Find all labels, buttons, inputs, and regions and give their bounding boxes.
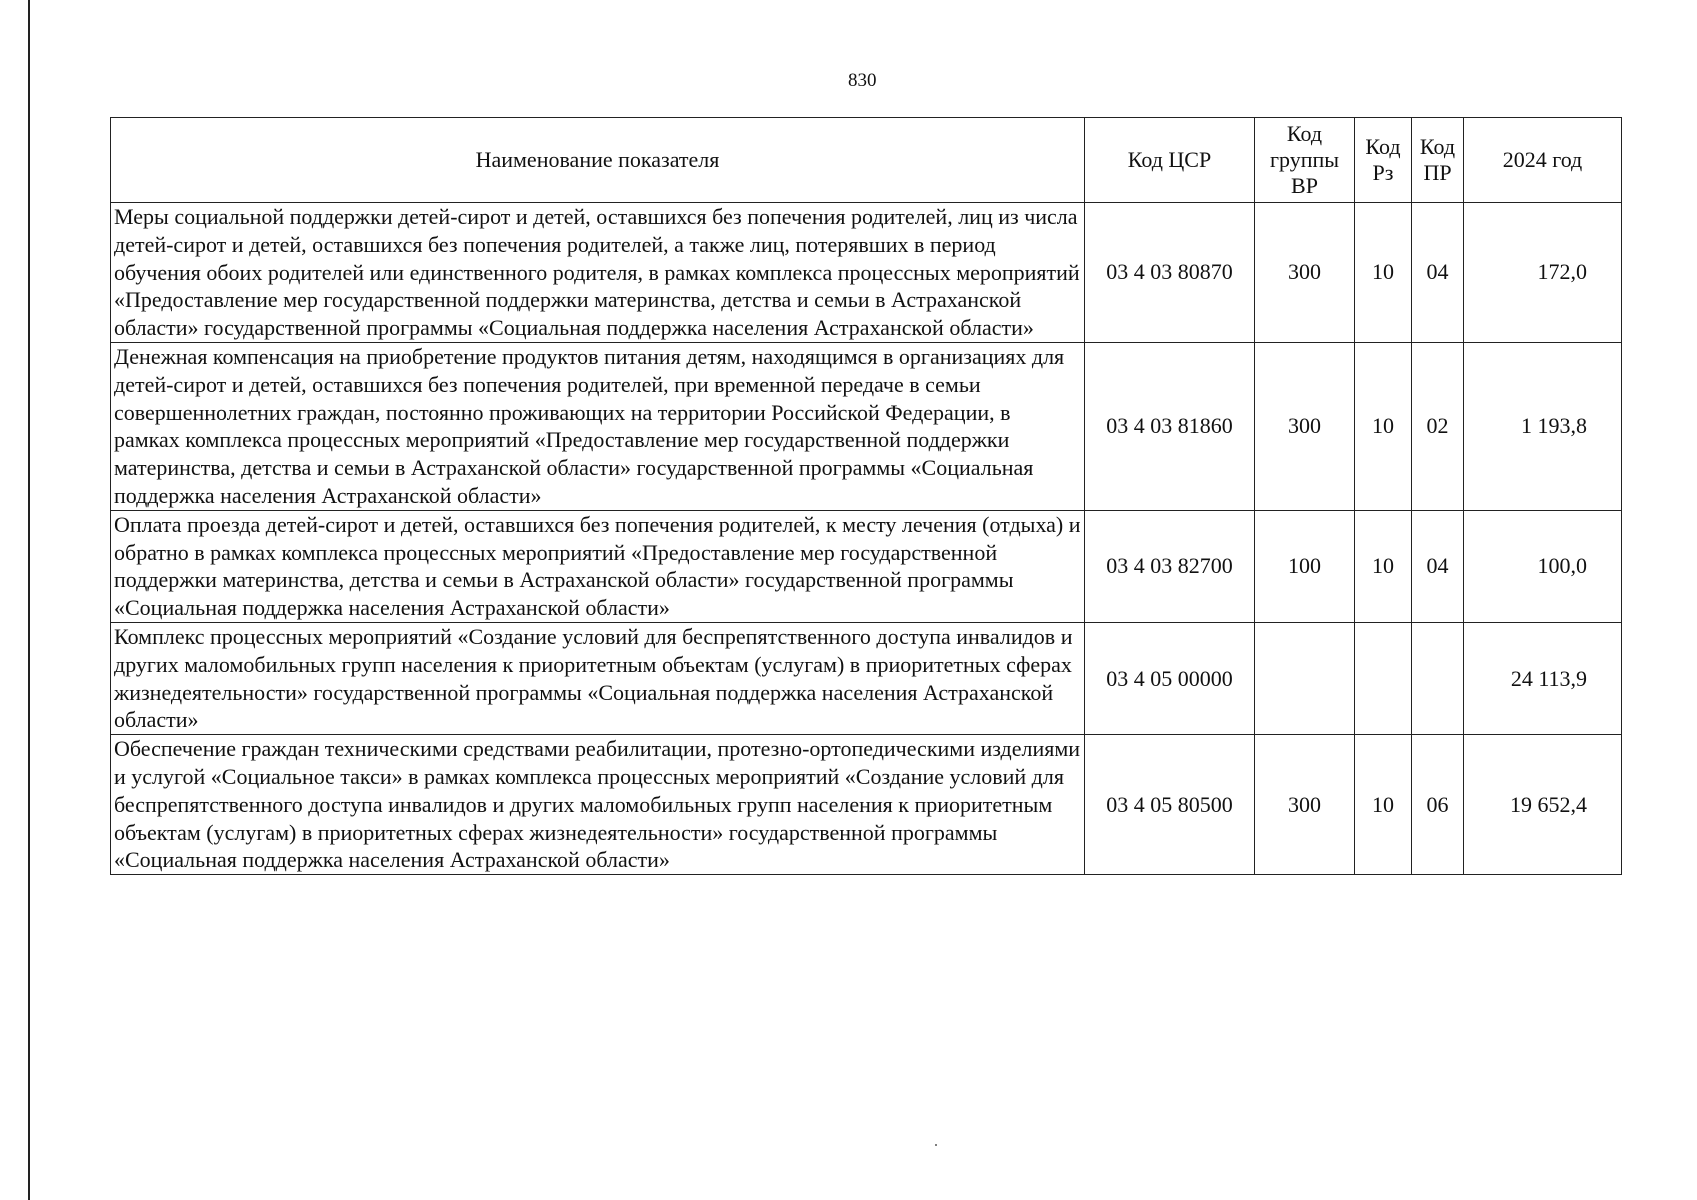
vr-code: 300 xyxy=(1255,203,1355,343)
amount-2024: 172,0 xyxy=(1464,203,1622,343)
pr-code: 04 xyxy=(1412,203,1464,343)
table-row xyxy=(111,203,1622,343)
table-row xyxy=(111,735,1622,875)
indicator-name: Обеспечение граждан техническими средствами реабилитации, протезно-ортопедическими изделиями и услугой «Социальное такси» в рамках комплекса процессных мероприятий «Создание условий для беспрепятственного доступа инвалидов и других маломобильных групп населения к приоритетным объектам (услугам) в приоритетных сферах жизнедеятельности» государственной программы «Социальная поддержка населения Астраханской области» xyxy=(111,735,1085,875)
pr-code: 04 xyxy=(1412,510,1464,622)
vr-code xyxy=(1255,622,1355,734)
amount-2024: 1 193,8 xyxy=(1464,342,1622,510)
page-number: 830 xyxy=(848,70,877,91)
header-pr-code: Код ПР xyxy=(1412,118,1464,203)
table-row xyxy=(111,622,1622,734)
header-indicator-name: Наименование показателя xyxy=(111,118,1085,203)
csr-code: 03 4 05 00000 xyxy=(1085,622,1255,734)
amount-2024: 100,0 xyxy=(1464,510,1622,622)
header-year-2024: 2024 год xyxy=(1464,118,1622,203)
header-vr-code: Код группы ВР xyxy=(1255,118,1355,203)
table-row xyxy=(111,510,1622,622)
indicator-name: Меры социальной поддержки детей-сирот и детей, оставшихся без попечения родителей, лиц из числа детей-сирот и детей, оставшихся без попечения родителей, а также лиц, потерявших в период обучения обоих родителей или единственного родителя, в рамках комплекса процессных мероприятий «Предоставление мер государственной поддержки материнства, детства и семьи в Астраханской области» государственной программы «Социальная поддержка населения Астраханской области» xyxy=(111,203,1085,343)
indicator-name: Денежная компенсация на приобретение продуктов питания детям, находящимся в организациях для детей-сирот и детей, оставшихся без попечения родителей, при временной передаче в семьи совершеннолетних граждан, постоянно проживающих на территории Российской Федерации, в рамках комплекса процессных мероприятий «Предоставление мер государственной поддержки материнства, детства и семьи в Астраханской области» государственной программы «Социальная поддержка населения Астраханской области» xyxy=(111,342,1085,510)
pr-code: 06 xyxy=(1412,735,1464,875)
csr-code: 03 4 03 80870 xyxy=(1085,203,1255,343)
rz-code: 10 xyxy=(1355,510,1412,622)
pr-code xyxy=(1412,622,1464,734)
table-row xyxy=(111,342,1622,510)
vr-code: 300 xyxy=(1255,735,1355,875)
vr-code: 100 xyxy=(1255,510,1355,622)
indicator-name: Комплекс процессных мероприятий «Создание условий для беспрепятственного доступа инвалидов и других маломобильных групп населения к приоритетным объектам (услугам) в приоритетных сферах жизнедеятельности» государственной программы «Социальная поддержка населения Астраханской области» xyxy=(111,622,1085,734)
binding-margin-line xyxy=(28,0,30,1200)
rz-code xyxy=(1355,622,1412,734)
indicator-name: Оплата проезда детей-сирот и детей, оставшихся без попечения родителей, к месту лечения (отдыха) и обратно в рамках комплекса процессных мероприятий «Предоставление мер государственной поддержки материнства, детства и семьи в Астраханской области» государственной программы «Социальная поддержка населения Астраханской области» xyxy=(111,510,1085,622)
vr-code: 300 xyxy=(1255,342,1355,510)
amount-2024: 19 652,4 xyxy=(1464,735,1622,875)
header-rz-code: Код Рз xyxy=(1355,118,1412,203)
header-csr-code: Код ЦСР xyxy=(1085,118,1255,203)
rz-code: 10 xyxy=(1355,342,1412,510)
scan-speck xyxy=(935,1144,937,1146)
csr-code: 03 4 03 82700 xyxy=(1085,510,1255,622)
csr-code: 03 4 03 81860 xyxy=(1085,342,1255,510)
csr-code: 03 4 05 80500 xyxy=(1085,735,1255,875)
amount-2024: 24 113,9 xyxy=(1464,622,1622,734)
table-header-row xyxy=(111,118,1622,203)
pr-code: 02 xyxy=(1412,342,1464,510)
budget-allocation-table xyxy=(110,117,1622,875)
rz-code: 10 xyxy=(1355,203,1412,343)
rz-code: 10 xyxy=(1355,735,1412,875)
